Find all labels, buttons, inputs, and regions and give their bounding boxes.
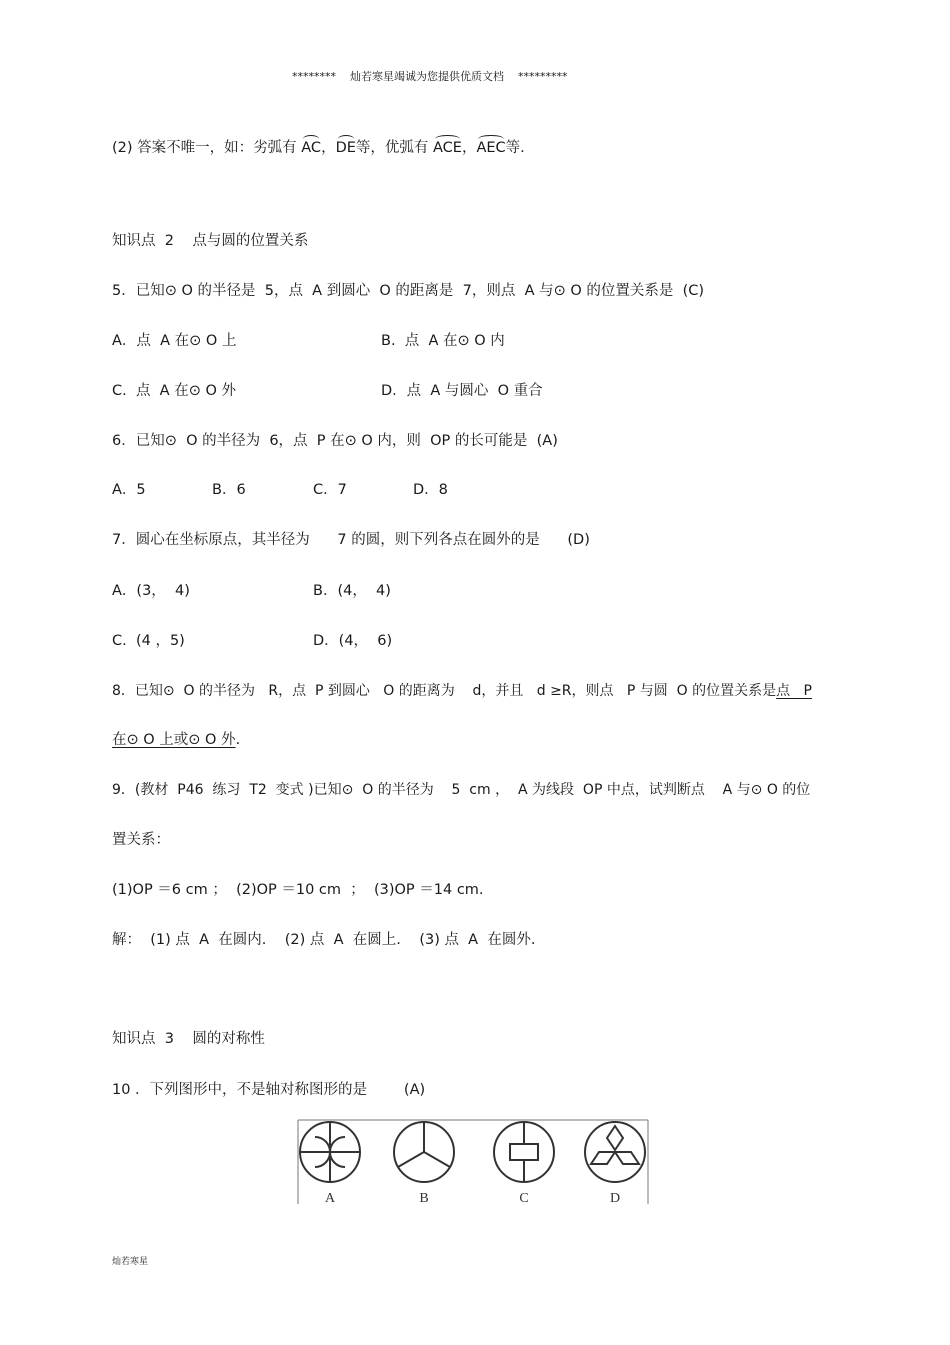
q9-conditions: (1)OP ＝6 cm ； (2)OP ＝10 cm ； (3)OP ＝14 cm. (112, 882, 484, 898)
q6-option-d: D．8 (413, 482, 448, 498)
q4-answer: (2) 答案不唯一，如：劣弧有 AC，DE等，优弧有 ACE，AEC等. (112, 140, 525, 156)
q5-option-a: A．点 A 在⊙ O 上 (112, 333, 237, 349)
section-2-heading: 知识点 2 点与圆的位置关系 (112, 233, 309, 249)
q7-option-b: B．(4， 4) (313, 583, 391, 599)
section-3-heading: 知识点 3 圆的对称性 (112, 1031, 265, 1047)
figure-d-three-diamonds (585, 1122, 645, 1182)
arc-ac: AC (301, 140, 322, 156)
figure-a-pinwheel (300, 1122, 360, 1182)
page-header: ******** 灿若寒星竭诚为您提供优质文档 ********* (292, 70, 568, 83)
q5-option-b: B. 点 A 在⊙ O 内 (381, 333, 505, 349)
figure-label-b: B (419, 1191, 429, 1205)
q9-solution: 解： (1) 点 A 在圆内. (2) 点 A 在圆上. (3) 点 A 在圆外. (112, 932, 536, 948)
q7-option-d: D．(4， 6) (313, 633, 393, 649)
q7-stem: 7．圆心在坐标原点，其半径为 7 的圆，则下列各点在圆外的是 (D) (112, 532, 590, 548)
q10-figures (297, 1118, 649, 1205)
page-footer: 灿若寒星 (112, 1257, 149, 1267)
q9-line-1: 9．(教材 P46 练习 T2 变式 )已知⊙ O 的半径为 5 cm ， A 为线段 OP 中点，试判断点 A 与⊙ O 的位 (112, 782, 811, 798)
q5-option-d: D．点 A 与圆心 O 重合 (381, 383, 543, 399)
q7-option-a: A．(3， 4) (112, 583, 190, 599)
q8-answer-part-1: 点 P (776, 683, 812, 699)
q6-option-a: A．5 (112, 482, 146, 498)
q10-stem: 10 ．下列图形中，不是轴对称图形的是 (A) (112, 1082, 426, 1098)
q7-option-c: C. (4 ，5) (112, 633, 185, 649)
arc-de: DE (335, 140, 356, 156)
q6-option-b: B．6 (212, 482, 246, 498)
q8-answer-part-2: 在⊙ O 上或⊙ O 外 (112, 732, 236, 748)
q9-line-2: 置关系： (112, 832, 170, 848)
figure-label-d: D (609, 1191, 621, 1205)
q8-line-2: 在⊙ O 上或⊙ O 外. (112, 732, 241, 748)
q5-option-c: C. 点 A 在⊙ O 外 (112, 383, 236, 399)
figure-c-rectangle-in-circle (494, 1122, 554, 1182)
q6-option-c: C．7 (313, 482, 347, 498)
q6-stem: 6．已知⊙ O 的半径为 6，点 P 在⊙ O 内，则 OP 的长可能是 (A) (112, 433, 558, 449)
figure-label-a: A (324, 1191, 336, 1205)
arc-aec: AEC (476, 140, 506, 156)
figure-b-three-sectors (394, 1122, 454, 1182)
figure-label-c: C (519, 1191, 529, 1205)
arc-ace: ACE (433, 140, 462, 156)
q5-stem: 5．已知⊙ O 的半径是 5，点 A 到圆心 O 的距离是 7，则点 A 与⊙ O 的位置关系是 (C) (112, 283, 705, 299)
q8-line-1: 8．已知⊙ O 的半径为 R，点 P 到圆心 O 的距离为 d，并且 d ≥R，则点 P 与圆 O 的位置关系是点 P (112, 683, 812, 699)
